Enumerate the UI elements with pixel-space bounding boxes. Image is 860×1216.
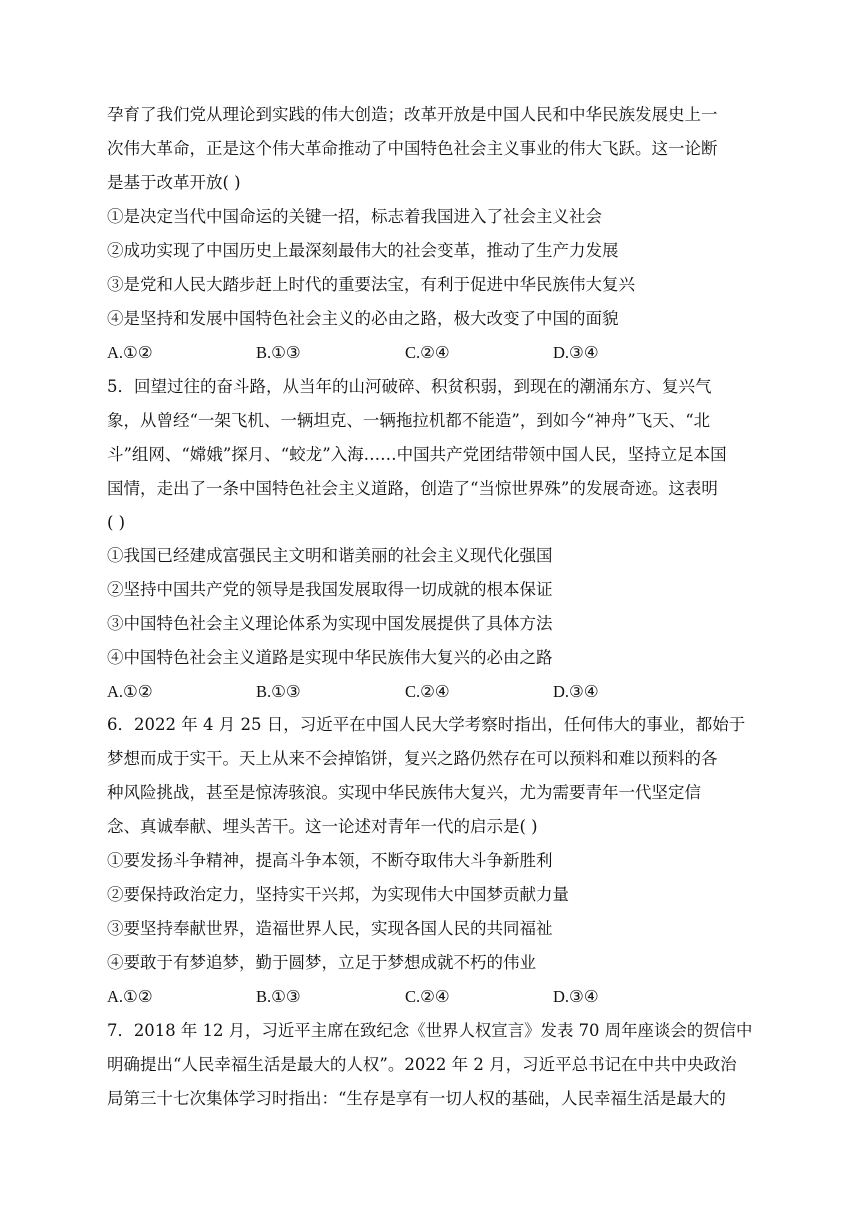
statement-2: ②要保持政治定力，坚持实干兴邦，为实现伟大中国梦贡献力量 <box>107 885 569 904</box>
question-text-line: 象，从曾经“一架飞机、一辆坦克、一辆拖拉机都不能造”，到如今“神舟”飞天、“北 <box>107 411 711 430</box>
question-text-line: 国情，走出了一条中国特色社会主义道路，创造了“当惊世界殊”的发展奇迹。这表明 <box>107 479 718 498</box>
statement-2: ②成功实现了中国历史上最深刻最伟大的社会变革，推动了生产力发展 <box>107 241 619 260</box>
question-text-line: 念、真诚奉献、埋头苦干。这一论述对青年一代的启示是( ) <box>107 817 538 836</box>
option-b: B.①③ <box>256 343 301 362</box>
option-a: A.①② <box>107 987 153 1006</box>
option-d: D.③④ <box>553 987 599 1006</box>
statement-1: ①我国已经建成富强民主文明和谐美丽的社会主义现代化强国 <box>107 546 553 565</box>
statement-1: ①是决定当代中国命运的关键一招，标志着我国进入了社会主义社会 <box>107 207 602 226</box>
option-d: D.③④ <box>553 682 599 701</box>
question-text-line: 明确提出“人民幸福生活是最大的人权”。2022 年 2 月，习近平总书记在中共中央政治 <box>107 1055 737 1074</box>
option-a: A.①② <box>107 343 153 362</box>
question-text-line: 5．回望过往的奋斗路，从当年的山河破碎、积贫积弱，到现在的潮涌东方、复兴气 <box>107 377 712 396</box>
statement-1: ①要发扬斗争精神，提高斗争本领，不断夺取伟大斗争新胜利 <box>107 851 553 870</box>
option-c: C.②④ <box>405 343 450 362</box>
statement-4: ④中国特色社会主义道路是实现中华民族伟大复兴的必由之路 <box>107 648 553 667</box>
question-text-line: 次伟大革命，正是这个伟大革命推动了中国特色社会主义事业的伟大飞跃。这一论断 <box>107 139 718 158</box>
statement-3: ③要坚持奉献世界，造福世界人民，实现各国人民的共同福祉 <box>107 919 553 938</box>
option-c: C.②④ <box>405 682 450 701</box>
question-text-line: 7．2018 年 12 月，习近平主席在致纪念《世界人权宣言》发表 70 周年座谈会的贺信中 <box>107 1021 753 1040</box>
statement-3: ③中国特色社会主义理论体系为实现中国发展提供了具体方法 <box>107 614 553 633</box>
question-text-line: 6．2022 年 4 月 25 日，习近平在中国人民大学考察时指出，任何伟大的事业，都始于 <box>107 715 746 734</box>
question-text-line: 种风险挑战，甚至是惊涛骇浪。实现中华民族伟大复兴，尤为需要青年一代坚定信 <box>107 783 701 802</box>
statement-3: ③是党和人民大踏步赶上时代的重要法宝，有利于促进中华民族伟大复兴 <box>107 275 635 294</box>
option-d: D.③④ <box>553 343 599 362</box>
answer-blank: ( ) <box>107 513 126 532</box>
question-text-line: 梦想而成于实干。天上从来不会掉馅饼，复兴之路仍然存在可以预料和难以预料的各 <box>107 749 718 768</box>
statement-2: ②坚持中国共产党的领导是我国发展取得一切成就的根本保证 <box>107 580 553 599</box>
option-a: A.①② <box>107 682 153 701</box>
statement-4: ④要敢于有梦追梦，勤于圆梦，立足于梦想成就不朽的伟业 <box>107 953 536 972</box>
question-text-line: 斗”组网、“嫦娥”探月、“蛟龙”入海……中国共产党团结带领中国人民，坚持立足本国 <box>107 445 727 464</box>
option-b: B.①③ <box>256 987 301 1006</box>
question-text-line: 是基于改革开放( ) <box>107 173 241 192</box>
option-c: C.②④ <box>405 987 450 1006</box>
question-text-line: 孕育了我们党从理论到实践的伟大创造；改革开放是中国人民和中华民族发展史上一 <box>107 105 718 124</box>
question-text-line: 局第三十七次集体学习时指出：“生存是享有一切人权的基础，人民幸福生活是最大的 <box>107 1089 726 1108</box>
option-b: B.①③ <box>256 682 301 701</box>
statement-4: ④是坚持和发展中国特色社会主义的必由之路，极大改变了中国的面貌 <box>107 309 619 328</box>
